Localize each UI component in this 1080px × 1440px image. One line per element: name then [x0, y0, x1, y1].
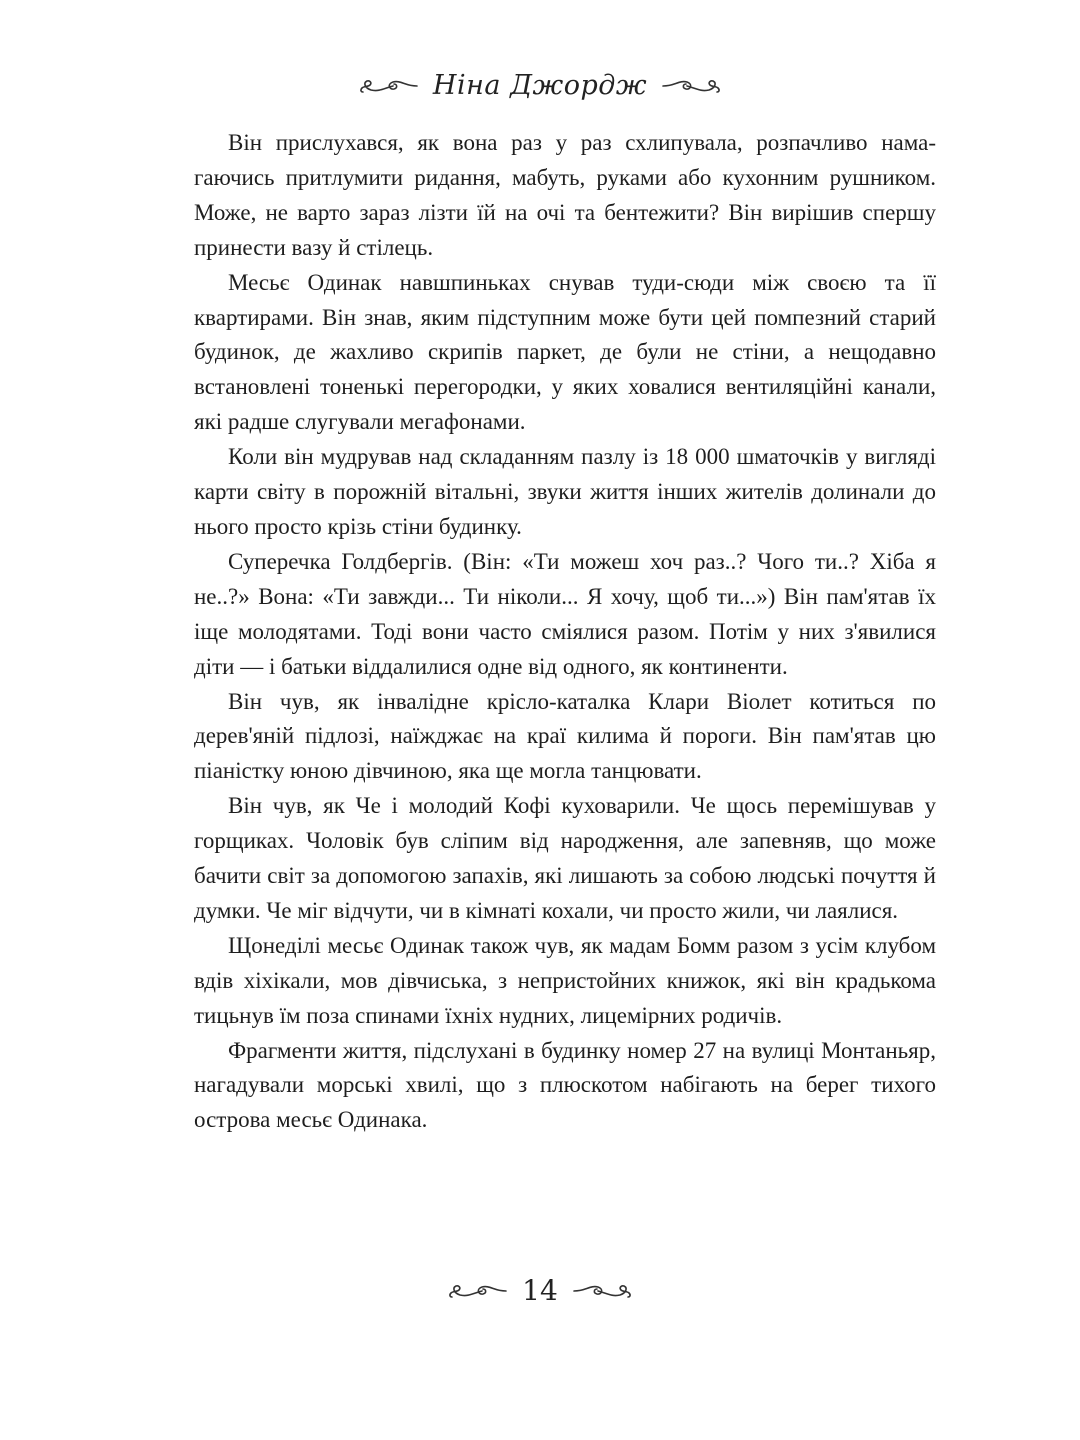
page-footer [0, 1274, 1080, 1307]
folio-flourish-right-icon [572, 1280, 634, 1302]
paragraph-4: Суперечка Голдбергів. (Він: «Ти можеш хоч раз..? Чого ти..? Хіба я не..?» Вона: «Ти завжди... Ти ніколи... Я хочу, щоб ти...») Він пам'ятав їх іще молодятами. Тоді вони часто сміялися разом. Потім у них з'явилися діти — і батьки віддалилися одне від одного, як континенти. [194, 548, 936, 679]
flourish-right-icon [661, 75, 723, 97]
folio-flourish-left-icon [446, 1280, 508, 1302]
author-name: Ніна Джордж [432, 70, 648, 101]
flourish-left-icon [357, 75, 419, 97]
body-text [194, 126, 936, 1138]
paragraph-2: Месьє Одинак навшпиньках снував туди-сюди між своєю та її квартирами. Він знав, яким підступним може бути цей помпезний старий будинок, де жахливо скрипів паркет, де були не стіни, а нещодавно встановлені тоненькі перегородки, у яких ховалися вентиляційні канали, які радше слугували мегафонами. [194, 269, 936, 435]
paragraph-7: Щонеділі месьє Одинак також чув, як мадам Бомм разом з усім клубом вдів хіхікали, мов дівчиська, з непристойних книжок, які він крадькома тицьнув їм поза спинами їхніх нудних, лицемірних родичів. [194, 932, 936, 1028]
running-head [0, 70, 1080, 101]
paragraph-3: Коли він мудрував над складанням пазлу із 18 000 шматочків у вигляді карти світу в порожній вітальні, звуки життя інших жителів долинали до нього просто крізь стіни будинку. [194, 444, 936, 539]
paragraph-8: Фрагменти життя, підслухані в будинку номер 27 на вулиці Монтаньяр, нагадували морські хвилі, що з плюскотом набігають на берег тихого острова месьє Одинака. [194, 1037, 936, 1133]
paragraph-5: Він чув, як інвалідне крісло-каталка Клари Віолет котиться по дерев'яній підлозі, наїжджає на краї килима й пороги. Він пам'ятав цю піаністку юною дівчиною, яка ще могла танцювати. [194, 688, 936, 784]
paragraph-1: Він прислухався, як вона раз у раз схлипувала, розпачливо намагаючись притлумити ридання, мабуть, руками або кухонним рушником. Може, не варто зараз лізти їй на очі та бентежити? Він вирішив спершу принести вазу й стілець. [194, 130, 936, 260]
page-number: 14 [522, 1274, 558, 1307]
paragraph-6: Він чув, як Че і молодий Кофі куховарили. Че щось перемішував у горщиках. Чоловік був сліпим від народження, але запевняв, що може бачити світ за допомогою запахів, які лишають за собою людські почуття й думки. Че міг відчути, чи в кімнаті кохали, чи просто жили, чи лаялися. [194, 793, 936, 923]
